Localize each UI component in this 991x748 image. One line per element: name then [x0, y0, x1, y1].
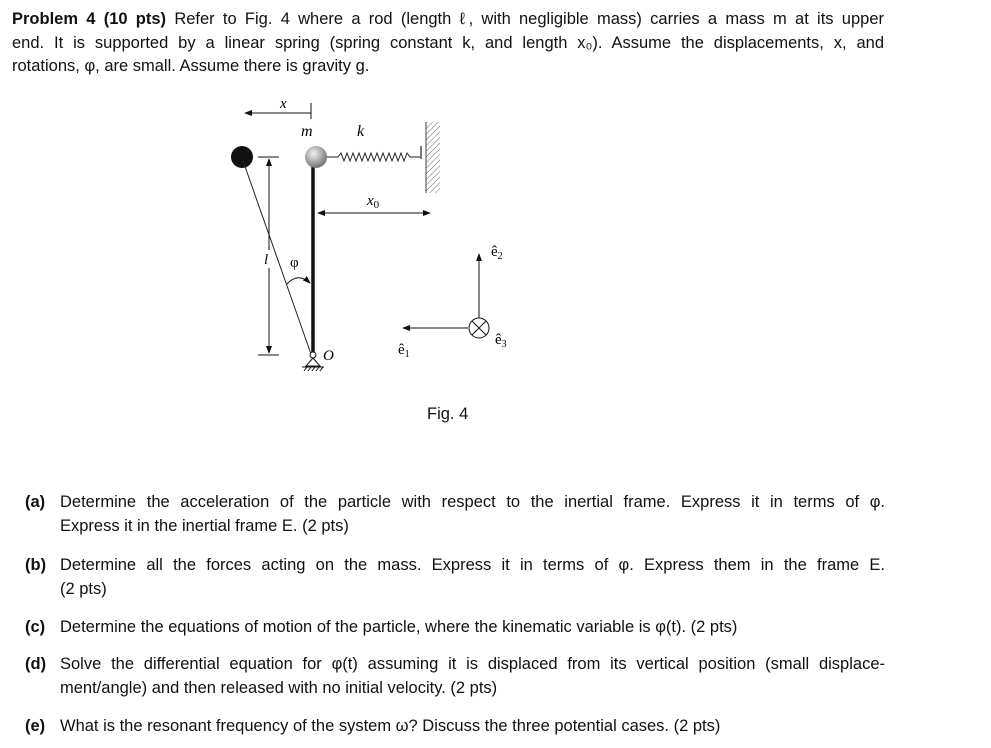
phi-angle-arc	[287, 278, 310, 284]
length-dimension	[258, 157, 279, 355]
m-label: m	[301, 123, 313, 140]
displaced-rod	[242, 158, 311, 354]
pivot-support	[302, 352, 324, 371]
problem-heading: Problem 4 (10 pts)	[12, 10, 167, 28]
wall	[426, 122, 440, 193]
question-e	[25, 715, 885, 739]
question-line: What is the resonant frequency of the system ω? Discuss the three potential cases. (2 pts)	[60, 717, 721, 735]
e2-label: $ê_2$	[491, 244, 503, 262]
x-label: x	[280, 96, 287, 112]
e3-label: $ê_3$	[495, 332, 507, 350]
question-line: (2 pts)	[60, 579, 107, 598]
x0-label: $x_0$	[367, 193, 380, 211]
e3-into-page-icon	[469, 318, 489, 338]
x-displacement-arrow	[245, 103, 311, 119]
question-label: (a)	[25, 493, 46, 511]
question-line: Determine all the forces acting on the mass. Express it in terms of φ. Express them in the frame E.	[60, 556, 885, 574]
question-line: Solve the differential equation for φ(t) assuming it is displaced from its vertical position (small displace-	[60, 655, 885, 673]
figure-caption: Fig. 4	[427, 405, 469, 423]
displaced-mass	[231, 146, 253, 168]
intro-line-3: rotations, φ, are small. Assume there is gravity g.	[12, 57, 370, 75]
intro-line-2: end. It is supported by a linear spring (spring constant k, and length x₀). Assume the displacements, x, and	[12, 33, 884, 52]
O-label: O	[323, 348, 334, 364]
l-label: l	[264, 252, 269, 268]
question-label: (b)	[25, 556, 47, 574]
question-d	[25, 653, 885, 700]
question-line: Express it in the inertial frame E. (2 pts)	[60, 516, 349, 535]
question-c	[25, 616, 885, 640]
question-b	[25, 554, 885, 601]
e1-label: $ê_1$	[398, 342, 410, 360]
question-label: (e)	[25, 717, 46, 735]
question-a	[25, 491, 885, 538]
question-line: ment/angle) and then released with no initial velocity. (2 pts)	[60, 678, 498, 697]
spring	[327, 153, 420, 161]
question-line: Determine the equations of motion of the particle, where the kinematic variable is φ(t). (2 pts)	[60, 618, 738, 636]
k-label: k	[357, 123, 365, 140]
mass-ball	[305, 146, 327, 168]
intro-line-1: Problem 4 (10 pts) Refer to Fig. 4 where a rod (length ℓ, with negligible mass) carries a mass m at its upper	[12, 10, 885, 28]
question-label: (c)	[25, 618, 46, 636]
question-line: Determine the acceleration of the particle with respect to the inertial frame. Express it in terms of φ.	[60, 493, 885, 511]
question-label: (d)	[25, 655, 47, 673]
phi-label: φ	[290, 255, 299, 271]
